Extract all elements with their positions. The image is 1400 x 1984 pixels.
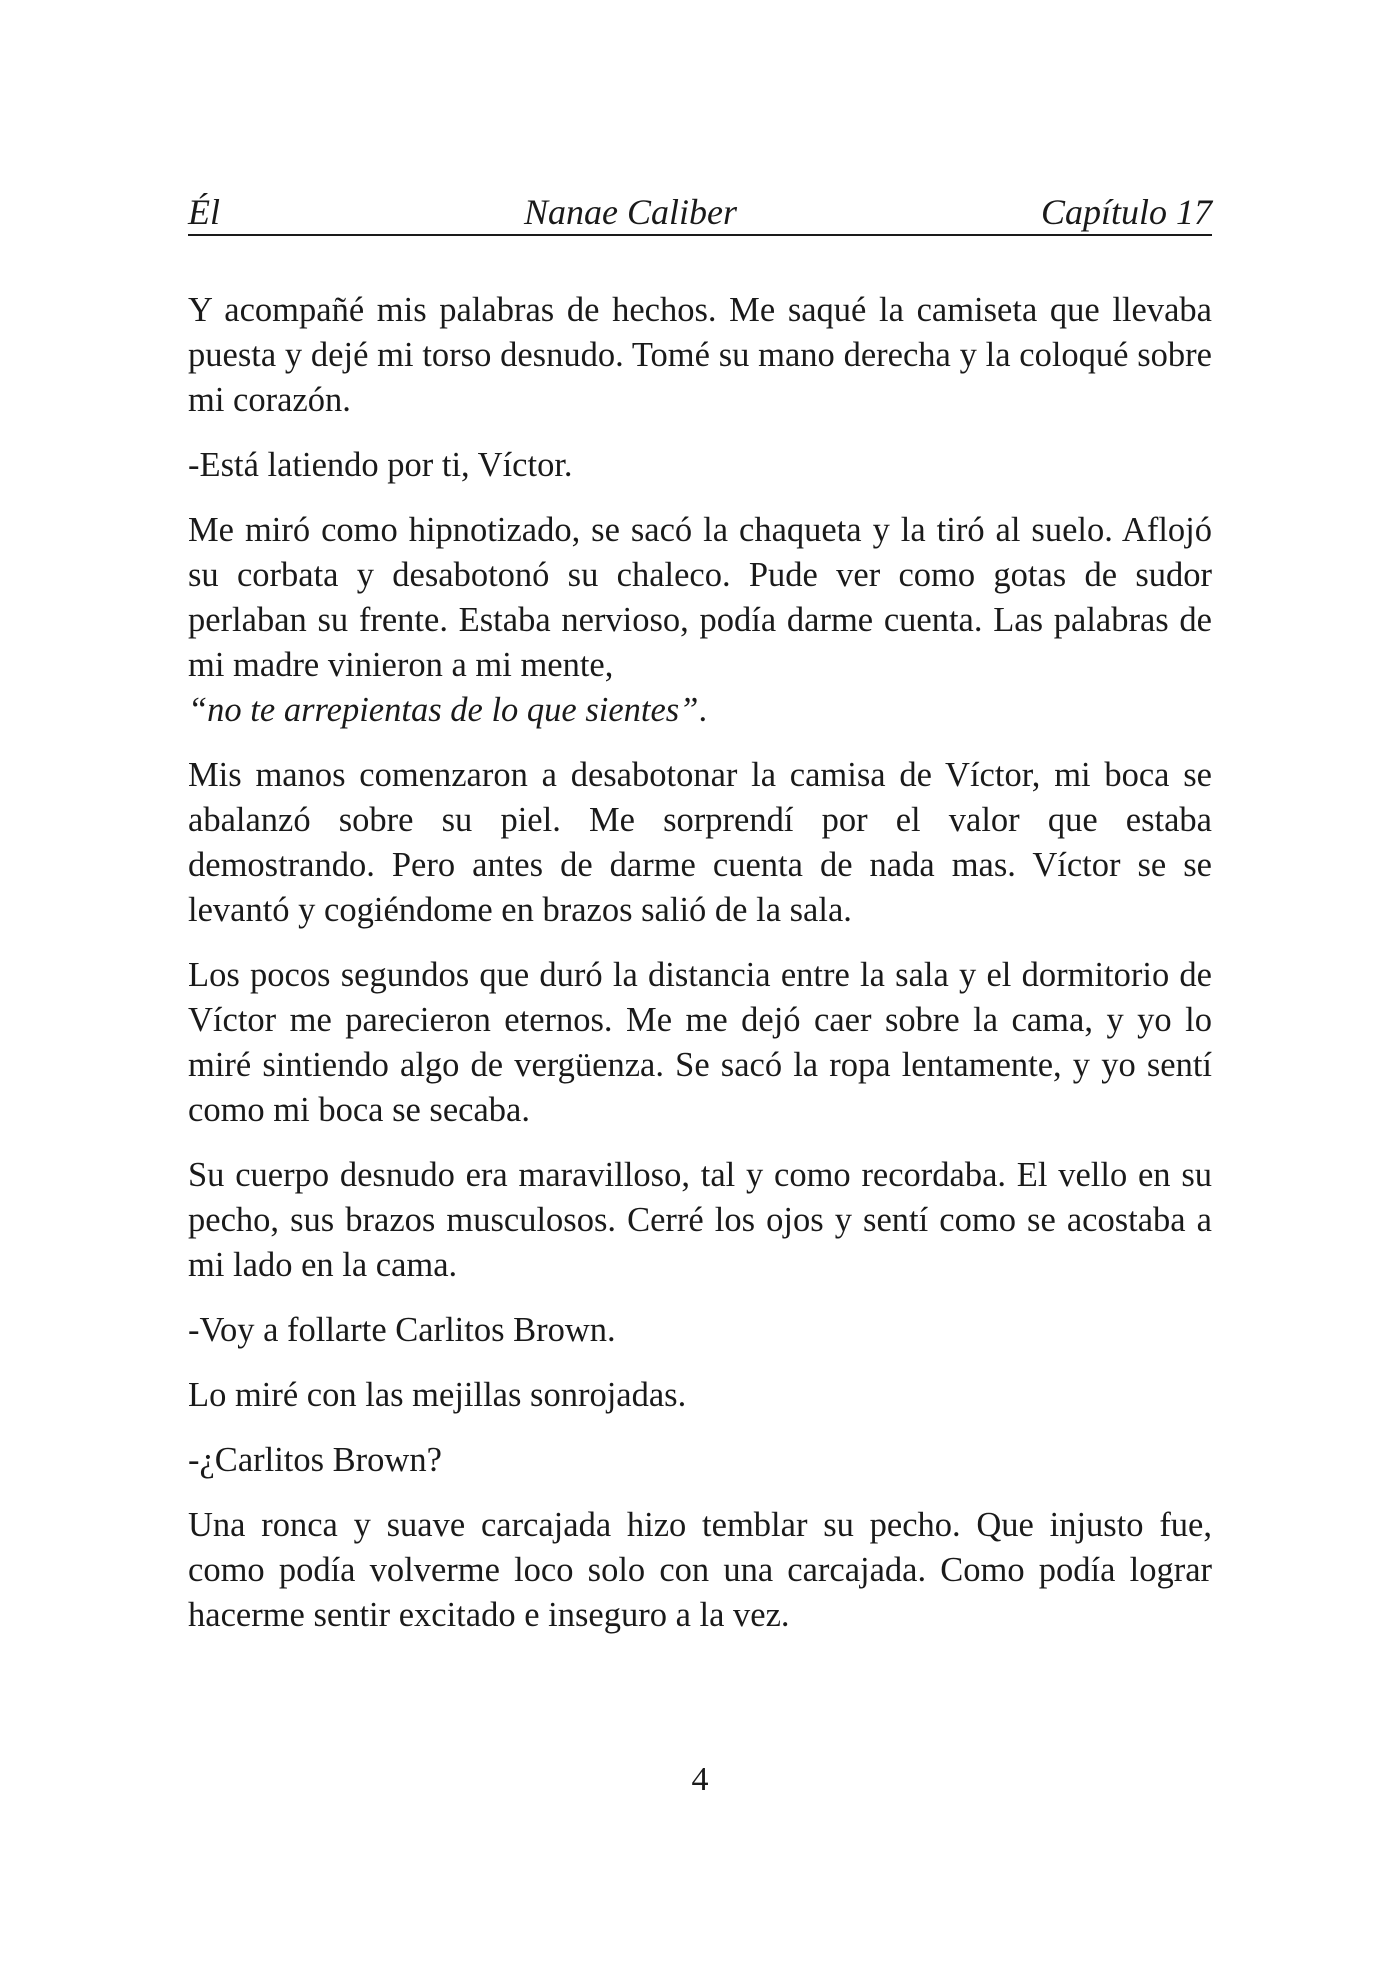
paragraph: Y acompañé mis palabras de hechos. Me saqué la camiseta que llevaba puesta y dejé mi torso desnudo. Tomé su mano derecha y la coloqué sobre mi corazón.	[188, 291, 1212, 419]
running-header	[188, 190, 1212, 236]
page-number: 4	[691, 1761, 709, 1798]
header-chapter: Capítulo 17	[1040, 192, 1212, 232]
paragraph-with-quote	[188, 508, 1212, 733]
header-author: Nanae Caliber	[523, 192, 737, 232]
paragraph: -Está latiendo por ti, Víctor.	[188, 446, 573, 484]
header-book-title: Él	[188, 192, 220, 232]
paragraph: Lo miré con las mejillas sonrojadas.	[188, 1376, 687, 1414]
quote-period: .	[698, 691, 708, 729]
book-page	[188, 190, 1212, 1658]
paragraph: Mis manos comenzaron a desabotonar la camisa de Víctor, mi boca se abalanzó sobre su piel. Me sorprendí por el valor que estaba demostrando. Pero antes de darme cuenta de nada mas. Víctor se se levantó y cogiéndome en brazos salió de la sala.	[188, 756, 1212, 929]
paragraph: Una ronca y suave carcajada hizo temblar su pecho. Que injusto fue, como podía volverme loco solo con una carcajada. Como podía lograr hacerme sentir excitado e inseguro a la vez.	[188, 1506, 1212, 1634]
paragraph: -¿Carlitos Brown?	[188, 1441, 442, 1479]
paragraph: Su cuerpo desnudo era maravilloso, tal y como recordaba. El vello en su pecho, sus brazos musculosos. Cerré los ojos y sentí como se acostaba a mi lado en la cama.	[188, 1156, 1212, 1284]
paragraph-text: Me miró como hipnotizado, se sacó la chaqueta y la tiró al suelo. Aflojó su corbata y desabotonó su chaleco. Pude ver como gotas de sudor perlaban su frente. Estaba nervioso, podía darme cuenta. Las palabras de mi madre vinieron a mi mente,	[188, 511, 1212, 684]
italic-quote: “no te arrepientas de lo que sientes”	[188, 691, 699, 729]
body-text	[188, 288, 1212, 1638]
paragraph: -Voy a follarte Carlitos Brown.	[188, 1311, 616, 1349]
paragraph: Los pocos segundos que duró la distancia entre la sala y el dormitorio de Víctor me parecieron eternos. Me me dejó caer sobre la cama, y yo lo miré sintiendo algo de vergüenza. Se sacó la ropa lentamente, y yo sentí como mi boca se secaba.	[188, 956, 1212, 1129]
